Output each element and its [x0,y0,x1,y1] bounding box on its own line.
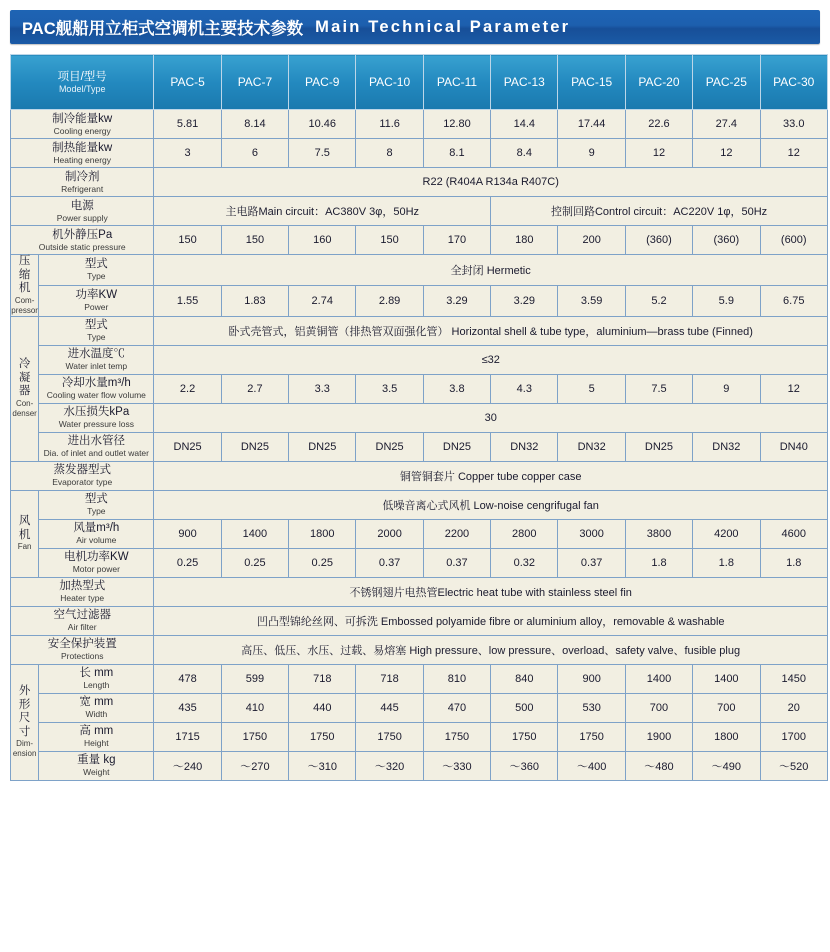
data-cell: 900 [154,519,221,548]
data-cell: 1750 [289,722,356,751]
table-row [11,490,828,519]
data-cell: 1900 [625,722,692,751]
data-cell-merged: 30 [154,403,828,432]
data-cell: ～400 [558,751,625,780]
row-label: 水压损失kPa Water pressure loss [39,403,154,432]
data-cell: 718 [289,664,356,693]
data-cell: 12.80 [423,110,490,139]
data-cell: 12 [760,139,828,168]
data-cell: DN25 [423,432,490,461]
data-cell: 150 [154,226,221,255]
data-cell: 700 [625,693,692,722]
row-label: 功率KW Power [39,285,154,316]
table-row [11,285,828,316]
data-cell: 22.6 [625,110,692,139]
data-cell: 0.37 [356,548,423,577]
data-cell: 17.44 [558,110,625,139]
data-cell: 1.8 [625,548,692,577]
data-cell: 1450 [760,664,828,693]
data-cell: (600) [760,226,828,255]
data-cell: 1800 [693,722,760,751]
data-cell: 12 [760,374,828,403]
data-cell: 2000 [356,519,423,548]
row-label: 制冷剂 Refrigerant [11,168,154,197]
data-cell: 2.7 [221,374,288,403]
data-cell: 1750 [221,722,288,751]
header-cell-model-4: PAC-10 [356,55,423,110]
data-cell: DN32 [491,432,558,461]
header-cell-model-3: PAC-9 [289,55,356,110]
header-cell-model-5: PAC-11 [423,55,490,110]
data-cell: 1400 [221,519,288,548]
data-cell-merged: 铜管铜套片 Copper tube copper case [154,461,828,490]
data-cell: (360) [625,226,692,255]
data-cell: ～240 [154,751,221,780]
table-row [11,139,828,168]
data-cell-merged: ≤32 [154,345,828,374]
table-row [11,693,828,722]
data-cell: (360) [693,226,760,255]
data-cell: 440 [289,693,356,722]
table-row [11,226,828,255]
data-cell: 1400 [625,664,692,693]
data-cell: 1750 [356,722,423,751]
spec-sheet-page [0,10,830,952]
row-label: 长 mm Length [39,664,154,693]
table-row [11,403,828,432]
row-label: 加热型式 Heater type [11,577,154,606]
page-title-bar [10,10,820,44]
data-cell: 0.25 [154,548,221,577]
row-label: 安全保护装置 Protections [11,635,154,664]
data-cell: 530 [558,693,625,722]
table-row [11,635,828,664]
data-cell: 4600 [760,519,828,548]
data-cell: 8.4 [491,139,558,168]
data-cell: 11.6 [356,110,423,139]
table-header-row [11,55,828,110]
data-cell-main-circuit: 主电路Main circuit：AC380V 3φ，50Hz [154,197,491,226]
data-cell: 5 [558,374,625,403]
data-cell: 700 [693,693,760,722]
data-cell: 8 [356,139,423,168]
row-group-label: 风 机 Fan [11,490,39,577]
data-cell: 0.25 [289,548,356,577]
data-cell: DN40 [760,432,828,461]
data-cell: 1.8 [693,548,760,577]
data-cell: 10.46 [289,110,356,139]
row-group-label: 外 形 尺 寸 Dim- ension [11,664,39,780]
header-cell-model-7: PAC-15 [558,55,625,110]
data-cell: 5.9 [693,285,760,316]
data-cell: 5.81 [154,110,221,139]
row-label: 型式 Type [39,490,154,519]
data-cell: 3.29 [423,285,490,316]
data-cell-merged: R22 (R404A R134a R407C) [154,168,828,197]
table-body [11,55,828,781]
data-cell: 27.4 [693,110,760,139]
data-cell: 1715 [154,722,221,751]
table-row [11,197,828,226]
table-row [11,432,828,461]
data-cell: 4.3 [491,374,558,403]
row-label: 高 mm Height [39,722,154,751]
data-cell: 9 [693,374,760,403]
data-cell: ～310 [289,751,356,780]
data-cell: 33.0 [760,110,828,139]
table-row [11,345,828,374]
data-cell: 150 [356,226,423,255]
table-row [11,577,828,606]
data-cell: 478 [154,664,221,693]
data-cell: DN25 [221,432,288,461]
data-cell-merged: 高压、低压、水压、过载、易熔塞 High pressure、low pressure、overload、safety valve、fusible plug [154,635,828,664]
data-cell: 3 [154,139,221,168]
table-row [11,664,828,693]
data-cell-merged: 全封闭 Hermetic [154,255,828,286]
data-cell: 410 [221,693,288,722]
data-cell: 9 [558,139,625,168]
data-cell: 2800 [491,519,558,548]
data-cell: ～320 [356,751,423,780]
data-cell: 200 [558,226,625,255]
data-cell: 3.5 [356,374,423,403]
table-row [11,168,828,197]
data-cell: 14.4 [491,110,558,139]
data-cell: 3.29 [491,285,558,316]
row-label: 进出水管径 Dia. of inlet and outlet water [39,432,154,461]
row-group-label: 压 缩 机 Com- pressor [11,255,38,315]
data-cell: 6 [221,139,288,168]
row-label: 制热能量kw Heating energy [11,139,154,168]
specification-table [10,54,828,781]
row-label: 冷却水量m³/h Cooling water flow volume [39,374,154,403]
row-label: 电源 Power supply [11,197,154,226]
data-cell: 445 [356,693,423,722]
data-cell: 1.83 [221,285,288,316]
data-cell: 3.3 [289,374,356,403]
row-group-label: 冷 凝 器 Con- denser [11,316,39,461]
table-row [11,316,828,345]
header-cell-model-9: PAC-25 [693,55,760,110]
row-label: 型式 Type [39,316,154,345]
data-cell: ～330 [423,751,490,780]
row-label: 进水温度℃ Water inlet temp [39,345,154,374]
data-cell: 500 [491,693,558,722]
data-cell: ～480 [625,751,692,780]
data-cell: ～520 [760,751,828,780]
data-cell: 900 [558,664,625,693]
data-cell: 180 [491,226,558,255]
row-label: 制冷能量kw Cooling energy [11,110,154,139]
row-label: 宽 mm Width [39,693,154,722]
data-cell: 170 [423,226,490,255]
data-cell: 2.89 [356,285,423,316]
header-cell-model-8: PAC-20 [625,55,692,110]
data-cell: DN25 [356,432,423,461]
data-cell: 3000 [558,519,625,548]
data-cell-merged: 不锈钢翅片电热管Electric heat tube with stainless steel fin [154,577,828,606]
header-cell-model-6: PAC-13 [491,55,558,110]
header-cell-model-1: PAC-5 [154,55,221,110]
data-cell: DN25 [289,432,356,461]
data-cell: 5.2 [625,285,692,316]
data-cell: 599 [221,664,288,693]
table-row [11,751,828,780]
data-cell: 0.37 [558,548,625,577]
data-cell: 1700 [760,722,828,751]
row-label: 重量 kg Weight [39,751,154,780]
data-cell: 7.5 [625,374,692,403]
table-row [11,374,828,403]
data-cell: 1750 [558,722,625,751]
row-label: 机外静压Pa Outside static pressure [11,226,154,255]
table-row [11,110,828,139]
data-cell: 0.37 [423,548,490,577]
row-label: 型式 Type [39,255,154,286]
data-cell: 1400 [693,664,760,693]
data-cell: 1.55 [154,285,221,316]
data-cell: 12 [625,139,692,168]
header-cell-model: 项目/型号 Model/Type [11,55,154,110]
data-cell: 8.1 [423,139,490,168]
data-cell-merged: 卧式壳管式，铝黄铜管（排热管双面强化管） Horizontal shell & tube type，aluminium—brass tube (Finned) [154,316,828,345]
data-cell: 1750 [491,722,558,751]
data-cell: 435 [154,693,221,722]
data-cell: 0.32 [491,548,558,577]
data-cell: 150 [221,226,288,255]
data-cell: 2200 [423,519,490,548]
table-row [11,722,828,751]
data-cell: 0.25 [221,548,288,577]
header-cell-model-10: PAC-30 [760,55,828,110]
data-cell: 3.59 [558,285,625,316]
data-cell: 718 [356,664,423,693]
data-cell: 810 [423,664,490,693]
data-cell: DN25 [154,432,221,461]
table-row [11,606,828,635]
row-label: 电机功率KW Motor power [39,548,154,577]
data-cell-merged: 凹凸型锦纶丝网、可拆洗 Embossed polyamide fibre or aluminium alloy，removable & washable [154,606,828,635]
row-label: 蒸发器型式 Evaporator type [11,461,154,490]
data-cell: 7.5 [289,139,356,168]
data-cell: 160 [289,226,356,255]
data-cell-control-circuit: 控制回路Control circuit：AC220V 1φ，50Hz [491,197,828,226]
row-label: 风量m³/h Air volume [39,519,154,548]
data-cell: 2.2 [154,374,221,403]
data-cell: ～360 [491,751,558,780]
data-cell: DN32 [693,432,760,461]
data-cell: 4200 [693,519,760,548]
data-cell: 2.74 [289,285,356,316]
row-label: 空气过滤器 Air filter [11,606,154,635]
data-cell: 1800 [289,519,356,548]
data-cell: 470 [423,693,490,722]
header-cell-model-2: PAC-7 [221,55,288,110]
data-cell: 3.8 [423,374,490,403]
table-row [11,548,828,577]
data-cell: 8.14 [221,110,288,139]
page-title-en: Main Technical Parameter [315,17,571,36]
data-cell: 12 [693,139,760,168]
table-row [11,461,828,490]
data-cell-merged: 低噪音离心式风机 Low-noise cengrifugal fan [154,490,828,519]
data-cell: DN32 [558,432,625,461]
data-cell: ～270 [221,751,288,780]
data-cell: 1.8 [760,548,828,577]
data-cell: 1750 [423,722,490,751]
data-cell: DN25 [625,432,692,461]
table-row [11,519,828,548]
data-cell: 20 [760,693,828,722]
data-cell: 840 [491,664,558,693]
data-cell: 6.75 [760,285,828,316]
table-row [11,255,828,286]
page-title-cn: PAC舰船用立柜式空调机主要技术参数 [22,20,304,38]
data-cell: ～490 [693,751,760,780]
data-cell: 3800 [625,519,692,548]
